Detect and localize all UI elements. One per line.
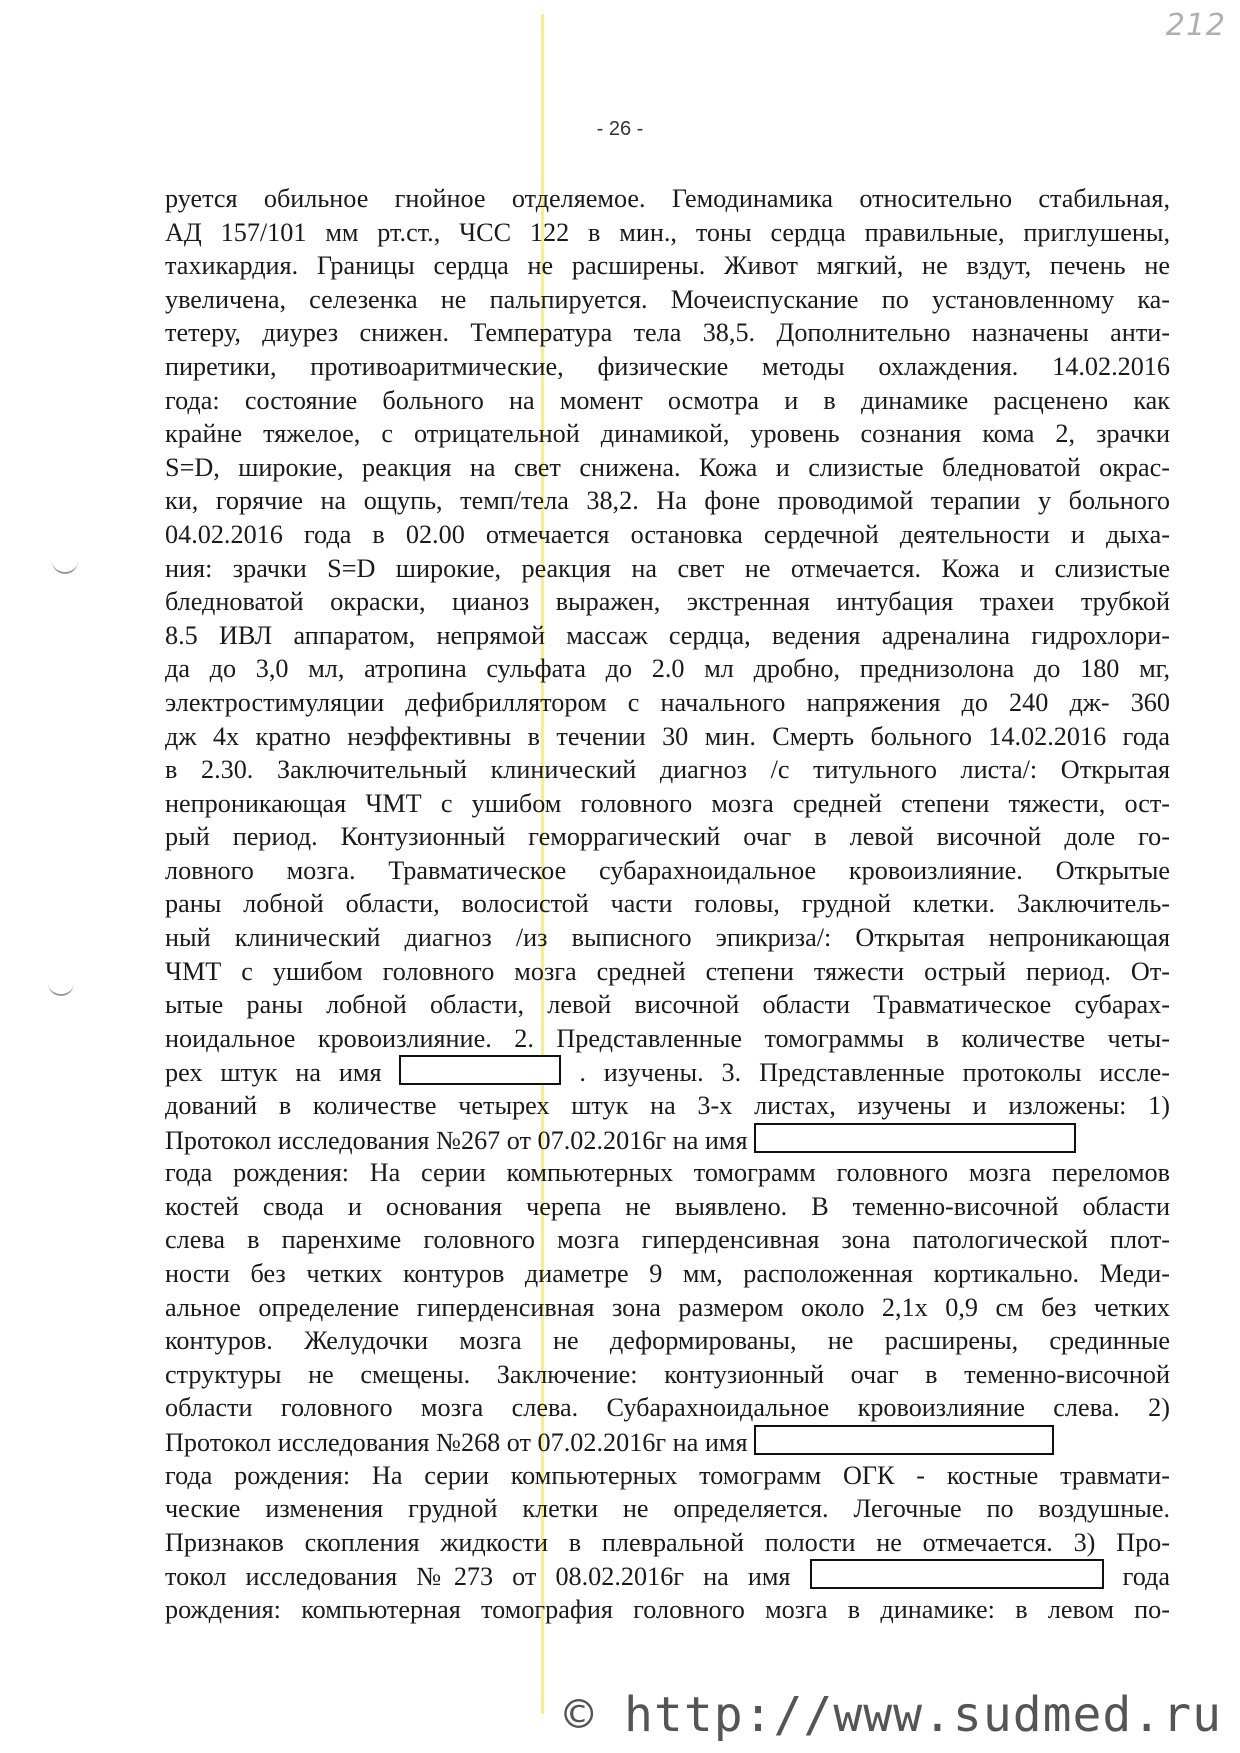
text-segment: ки, горячие на ощупь, темп/тела 38,2. На фоне проводимой терапии у больного: [165, 486, 1170, 516]
text-segment: области головного мозга слева. Субарахноидальное кровоизлияние слева. 2): [165, 1393, 1170, 1423]
text-line: [165, 854, 1170, 888]
text-segment: Признаков скопления жидкости в плевральной полости не отмечается. 3) Про-: [165, 1527, 1170, 1557]
text-segment: ный клинический диагноз /из выписного эпикриза/: Открытая непроникающая: [165, 923, 1170, 953]
text-segment: непроникающая ЧМТ с ушибом головного мозга средней степени тяжести, ост-: [165, 788, 1170, 818]
text-segment: рех штук на имя: [165, 1058, 382, 1088]
text-line: [165, 1223, 1170, 1257]
text-segment: рый период. Контузионный геморрагический очаг в левой височной доле го-: [165, 822, 1170, 852]
margin-mark: [48, 982, 74, 996]
text-segment: раны лобной области, волосистой части головы, грудной клетки. Заключитель-: [165, 889, 1170, 919]
text-segment: Протокол исследования №268 от 07.02.2016г на имя: [165, 1427, 748, 1457]
text-segment: ческие изменения грудной клетки не определяется. Легочные по воздушные.: [165, 1494, 1170, 1524]
text-segment: пиретики, противоаритмические, физические методы охлаждения. 14.02.2016: [165, 351, 1170, 381]
text-line: [165, 1492, 1170, 1526]
text-line: [165, 988, 1170, 1022]
text-segment: увеличена, селезенка не пальпируется. Мочеиспускание по установленному ка-: [165, 284, 1170, 314]
text-line: [165, 1324, 1170, 1358]
text-line: [165, 484, 1170, 518]
redaction-box: [810, 1559, 1104, 1589]
text-line: [165, 1358, 1170, 1392]
text-line: [165, 753, 1170, 787]
text-segment: 8.5 ИВЛ аппаратом, непрямой массаж сердца, ведения адреналина гидрохлори-: [165, 620, 1170, 650]
text-line: [165, 283, 1170, 317]
text-segment: альное определение гиперденсивная зона размером около 2,1х 0,9 см без четких: [165, 1292, 1170, 1322]
text-line: [165, 1022, 1170, 1056]
text-line: [165, 619, 1170, 653]
text-line: [165, 1391, 1170, 1425]
text-line: [165, 1190, 1170, 1224]
text-segment: структуры не смещены. Заключение: контузионный очаг в теменно-височной: [165, 1359, 1170, 1389]
handwritten-page-number: 212: [1165, 8, 1226, 43]
text-segment: ноидальное кровоизлияние. 2. Представленные томограммы в количестве четы-: [165, 1023, 1170, 1053]
body-text: [165, 182, 1170, 1627]
text-line: [165, 1156, 1170, 1190]
text-line: [165, 686, 1170, 720]
text-line: [165, 955, 1170, 989]
text-segment: токол исследования №273 от 08.02.2016г на имя: [165, 1562, 791, 1592]
text-segment: электростимуляции дефибриллятором с начального напряжения до 240 дж- 360: [165, 687, 1170, 717]
text-segment: ловного мозга. Травматическое субарахноидальное кровоизлияние. Открытые: [165, 855, 1170, 885]
text-line: [165, 1459, 1170, 1493]
text-segment: ытые раны лобной области, левой височной области Травматическое субарах-: [165, 990, 1170, 1020]
text-segment: года: состояние больного на момент осмотра и в динамике расценено как: [165, 385, 1170, 415]
text-line: [165, 1559, 1170, 1593]
text-segment: тетеру, диурез снижен. Температура тела 38,5. Дополнительно назначены анти-: [165, 318, 1170, 348]
margin-mark: [52, 560, 78, 574]
redaction-box: [754, 1123, 1076, 1153]
text-line: [165, 652, 1170, 686]
text-segment: года рождения: На серии компьютерных томограмм головного мозга переломов: [165, 1158, 1170, 1188]
text-line: [165, 820, 1170, 854]
text-segment: 04.02.2016 года в 02.00 отмечается остановка сердечной деятельности и дыха-: [165, 519, 1170, 549]
text-segment: дж 4х кратно неэффективны в течении 30 мин. Смерть больного 14.02.2016 года: [165, 721, 1170, 751]
text-line: [165, 216, 1170, 250]
text-segment: Протокол исследования №267 от 07.02.2016г на имя: [165, 1125, 748, 1155]
text-line: [165, 1055, 1170, 1089]
text-segment: дований в количестве четырех штук на 3-х листах, изучены и изложены: 1): [165, 1091, 1170, 1121]
text-line: [165, 921, 1170, 955]
text-segment: да до 3,0 мл, атропина сульфата до 2.0 мл дробно, преднизолона до 180 мг,: [165, 654, 1170, 684]
text-line: [165, 1526, 1170, 1560]
text-segment: бледноватой окраски, цианоз выражен, экстренная интубация трахеи трубкой: [165, 587, 1170, 617]
watermark: © http://www.sudmed.ru: [564, 1687, 1222, 1743]
text-segment: года: [1122, 1562, 1170, 1592]
redaction-box: [399, 1055, 561, 1085]
page-number: - 26 -: [596, 118, 644, 140]
text-line: [165, 518, 1170, 552]
text-segment: года рождения: На серии компьютерных томограмм ОГК - костные травмати-: [165, 1460, 1170, 1490]
text-line: [165, 417, 1170, 451]
text-segment: костей свода и основания черепа не выявлено. В теменно-височной области: [165, 1191, 1170, 1221]
text-segment: ЧМТ с ушибом головного мозга средней степени тяжести острый период. От-: [165, 956, 1170, 986]
text-segment: S=D, широкие, реакция на свет снижена. Кожа и слизистые бледноватой окрас-: [165, 452, 1170, 482]
text-segment: в 2.30. Заключительный клинический диагноз /с титульного листа/: Открытая: [165, 755, 1170, 785]
text-line: [165, 1593, 1170, 1627]
text-line: [165, 182, 1170, 216]
text-segment: руется обильное гнойное отделяемое. Гемодинамика относительно стабильная,: [165, 184, 1170, 213]
redaction-box: [754, 1425, 1054, 1455]
text-line: [165, 451, 1170, 485]
text-line: [165, 350, 1170, 384]
text-line: [165, 1425, 1170, 1459]
text-line: [165, 1257, 1170, 1291]
text-segment: контуров. Желудочки мозга не деформированы, не расширены, срединные: [165, 1326, 1170, 1356]
text-line: [165, 585, 1170, 619]
text-segment: слева в паренхиме головного мозга гиперденсивная зона патологической плот-: [165, 1225, 1170, 1255]
text-segment: рождения: компьютерная томография головного мозга в динамике: в левом по-: [165, 1594, 1170, 1624]
text-line: [165, 887, 1170, 921]
text-segment: ности без четких контуров диаметре 9 мм, расположенная кортикально. Меди-: [165, 1259, 1170, 1288]
text-line: [165, 249, 1170, 283]
text-line: [165, 720, 1170, 754]
text-line: [165, 316, 1170, 350]
text-line: [165, 1291, 1170, 1325]
text-line: [165, 384, 1170, 418]
text-line: [165, 552, 1170, 586]
text-segment: АД 157/101 мм рт.ст., ЧСС 122 в мин., тоны сердца правильные, приглушены,: [165, 217, 1170, 247]
text-segment: тахикардия. Границы сердца не расширены. Живот мягкий, не вздут, печень не: [165, 251, 1170, 281]
text-segment: ния: зрачки S=D широкие, реакция на свет не отмечается. Кожа и слизистые: [165, 553, 1170, 583]
text-line: [165, 1089, 1170, 1123]
text-line: [165, 1123, 1170, 1157]
text-segment: . изучены. 3. Представленные протоколы иссле-: [579, 1058, 1170, 1088]
text-segment: крайне тяжелое, с отрицательной динамикой, уровень сознания кома 2, зрачки: [165, 419, 1170, 449]
text-line: [165, 787, 1170, 821]
